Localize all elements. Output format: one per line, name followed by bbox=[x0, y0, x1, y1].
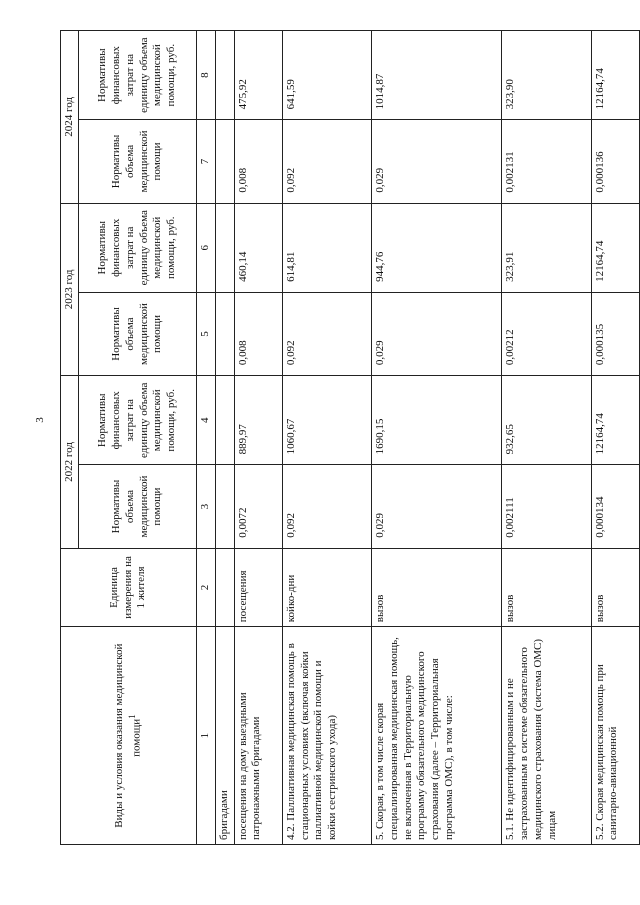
row-value: 0,000136 bbox=[591, 120, 639, 203]
row-care-type: 4.2. Паллиативная медицинская помощь в стационарных условиях (включая койки паллиативной медицинской помощи и койки сестринского ухода) bbox=[282, 627, 371, 845]
column-number: 7 bbox=[197, 120, 216, 203]
row-value: 932,65 bbox=[502, 376, 591, 465]
header-cost-2022: Нормативы финансовых затрат на единицу объема медицинской помощи, руб. bbox=[79, 376, 197, 465]
row-value: 0,029 bbox=[372, 120, 502, 203]
row-unit: вызов bbox=[502, 548, 591, 627]
header-volume-2023: Нормативы объема медицинской помощи bbox=[79, 292, 197, 375]
row-value: 12164,74 bbox=[591, 31, 639, 120]
row-value: 323,90 bbox=[502, 31, 591, 120]
row-unit bbox=[215, 548, 234, 627]
column-number: 5 bbox=[197, 292, 216, 375]
row-unit: посещения bbox=[234, 548, 282, 627]
header-volume-2024: Нормативы объема медицинской помощи bbox=[79, 120, 197, 203]
row-value bbox=[215, 465, 234, 548]
table-row bbox=[234, 31, 282, 845]
rotated-table-container bbox=[60, 30, 640, 845]
row-value: 614,81 bbox=[282, 203, 371, 292]
row-value: 12164,74 bbox=[591, 203, 639, 292]
row-value: 475,92 bbox=[234, 31, 282, 120]
row-value: 1060,67 bbox=[282, 376, 371, 465]
row-value: 0,000134 bbox=[591, 465, 639, 548]
row-value: 0,092 bbox=[282, 292, 371, 375]
row-care-type: 5. Скорая, в том числе скорая специализированная медицинская помощь, не включенная в Территориальную программу обязательного медицинского страхования (далее – Территориальная программа ОМС), в том числе: bbox=[372, 627, 502, 845]
row-value: 0,029 bbox=[372, 465, 502, 548]
row-value: 0,002111 bbox=[502, 465, 591, 548]
medical-care-norms-table bbox=[60, 30, 640, 845]
column-number: 1 bbox=[197, 627, 216, 845]
row-unit: вызов bbox=[372, 548, 502, 627]
row-value: 0,092 bbox=[282, 465, 371, 548]
row-value: 1690,15 bbox=[372, 376, 502, 465]
column-number: 8 bbox=[197, 31, 216, 120]
header-unit: Единица измерения на 1 жителя bbox=[61, 548, 197, 627]
row-value: 460,14 bbox=[234, 203, 282, 292]
table-row bbox=[591, 31, 639, 845]
table-row bbox=[502, 31, 591, 845]
row-value: 0,000135 bbox=[591, 292, 639, 375]
row-value: 1014,87 bbox=[372, 31, 502, 120]
row-value: 0,008 bbox=[234, 120, 282, 203]
page-number: 3 bbox=[34, 417, 46, 423]
table-row bbox=[215, 31, 234, 845]
row-value: 0,029 bbox=[372, 292, 502, 375]
row-unit: койко-дни bbox=[282, 548, 371, 627]
footnote-marker: 1 bbox=[126, 714, 137, 719]
column-number: 4 bbox=[197, 376, 216, 465]
column-number: 6 bbox=[197, 203, 216, 292]
row-value bbox=[215, 376, 234, 465]
column-number: 2 bbox=[197, 548, 216, 627]
header-care-type bbox=[61, 627, 197, 845]
row-value: 889,97 bbox=[234, 376, 282, 465]
row-care-type: посещения на дому выездными патронажными бригадами bbox=[234, 627, 282, 845]
header-care-type-text: Виды и условия оказания медицинской помощи bbox=[112, 643, 143, 828]
row-value: 944,76 bbox=[372, 203, 502, 292]
row-value: 641,59 bbox=[282, 31, 371, 120]
row-value bbox=[215, 31, 234, 120]
row-value: 12164,74 bbox=[591, 376, 639, 465]
row-care-type: 5.1. Не идентифицированным и не застрахованным в системе обязательного медицинского страхования (система ОМС) лицам bbox=[502, 627, 591, 845]
table-row bbox=[372, 31, 502, 845]
header-year-2024: 2024 год bbox=[61, 31, 79, 204]
header-cost-2023: Нормативы финансовых затрат на единицу объема медицинской помощи, руб. bbox=[79, 203, 197, 292]
row-value: 0,0072 bbox=[234, 465, 282, 548]
row-care-type: 5.2. Скорая медицинская помощь при санитарно-авиационной bbox=[591, 627, 639, 845]
row-value: 0,008 bbox=[234, 292, 282, 375]
row-value bbox=[215, 292, 234, 375]
header-year-2022: 2022 год bbox=[61, 376, 79, 549]
row-care-type: бригадами bbox=[215, 627, 234, 845]
column-number: 3 bbox=[197, 465, 216, 548]
row-value bbox=[215, 120, 234, 203]
header-volume-2022: Нормативы объема медицинской помощи bbox=[79, 465, 197, 548]
header-year-2023: 2023 год bbox=[61, 203, 79, 376]
row-value: 0,00212 bbox=[502, 292, 591, 375]
row-value bbox=[215, 203, 234, 292]
table-row bbox=[282, 31, 371, 845]
row-value: 323,91 bbox=[502, 203, 591, 292]
row-unit: вызов bbox=[591, 548, 639, 627]
row-value: 0,002131 bbox=[502, 120, 591, 203]
row-value: 0,092 bbox=[282, 120, 371, 203]
header-cost-2024: Нормативы финансовых затрат на единицу объема медицинской помощи, руб. bbox=[79, 31, 197, 120]
